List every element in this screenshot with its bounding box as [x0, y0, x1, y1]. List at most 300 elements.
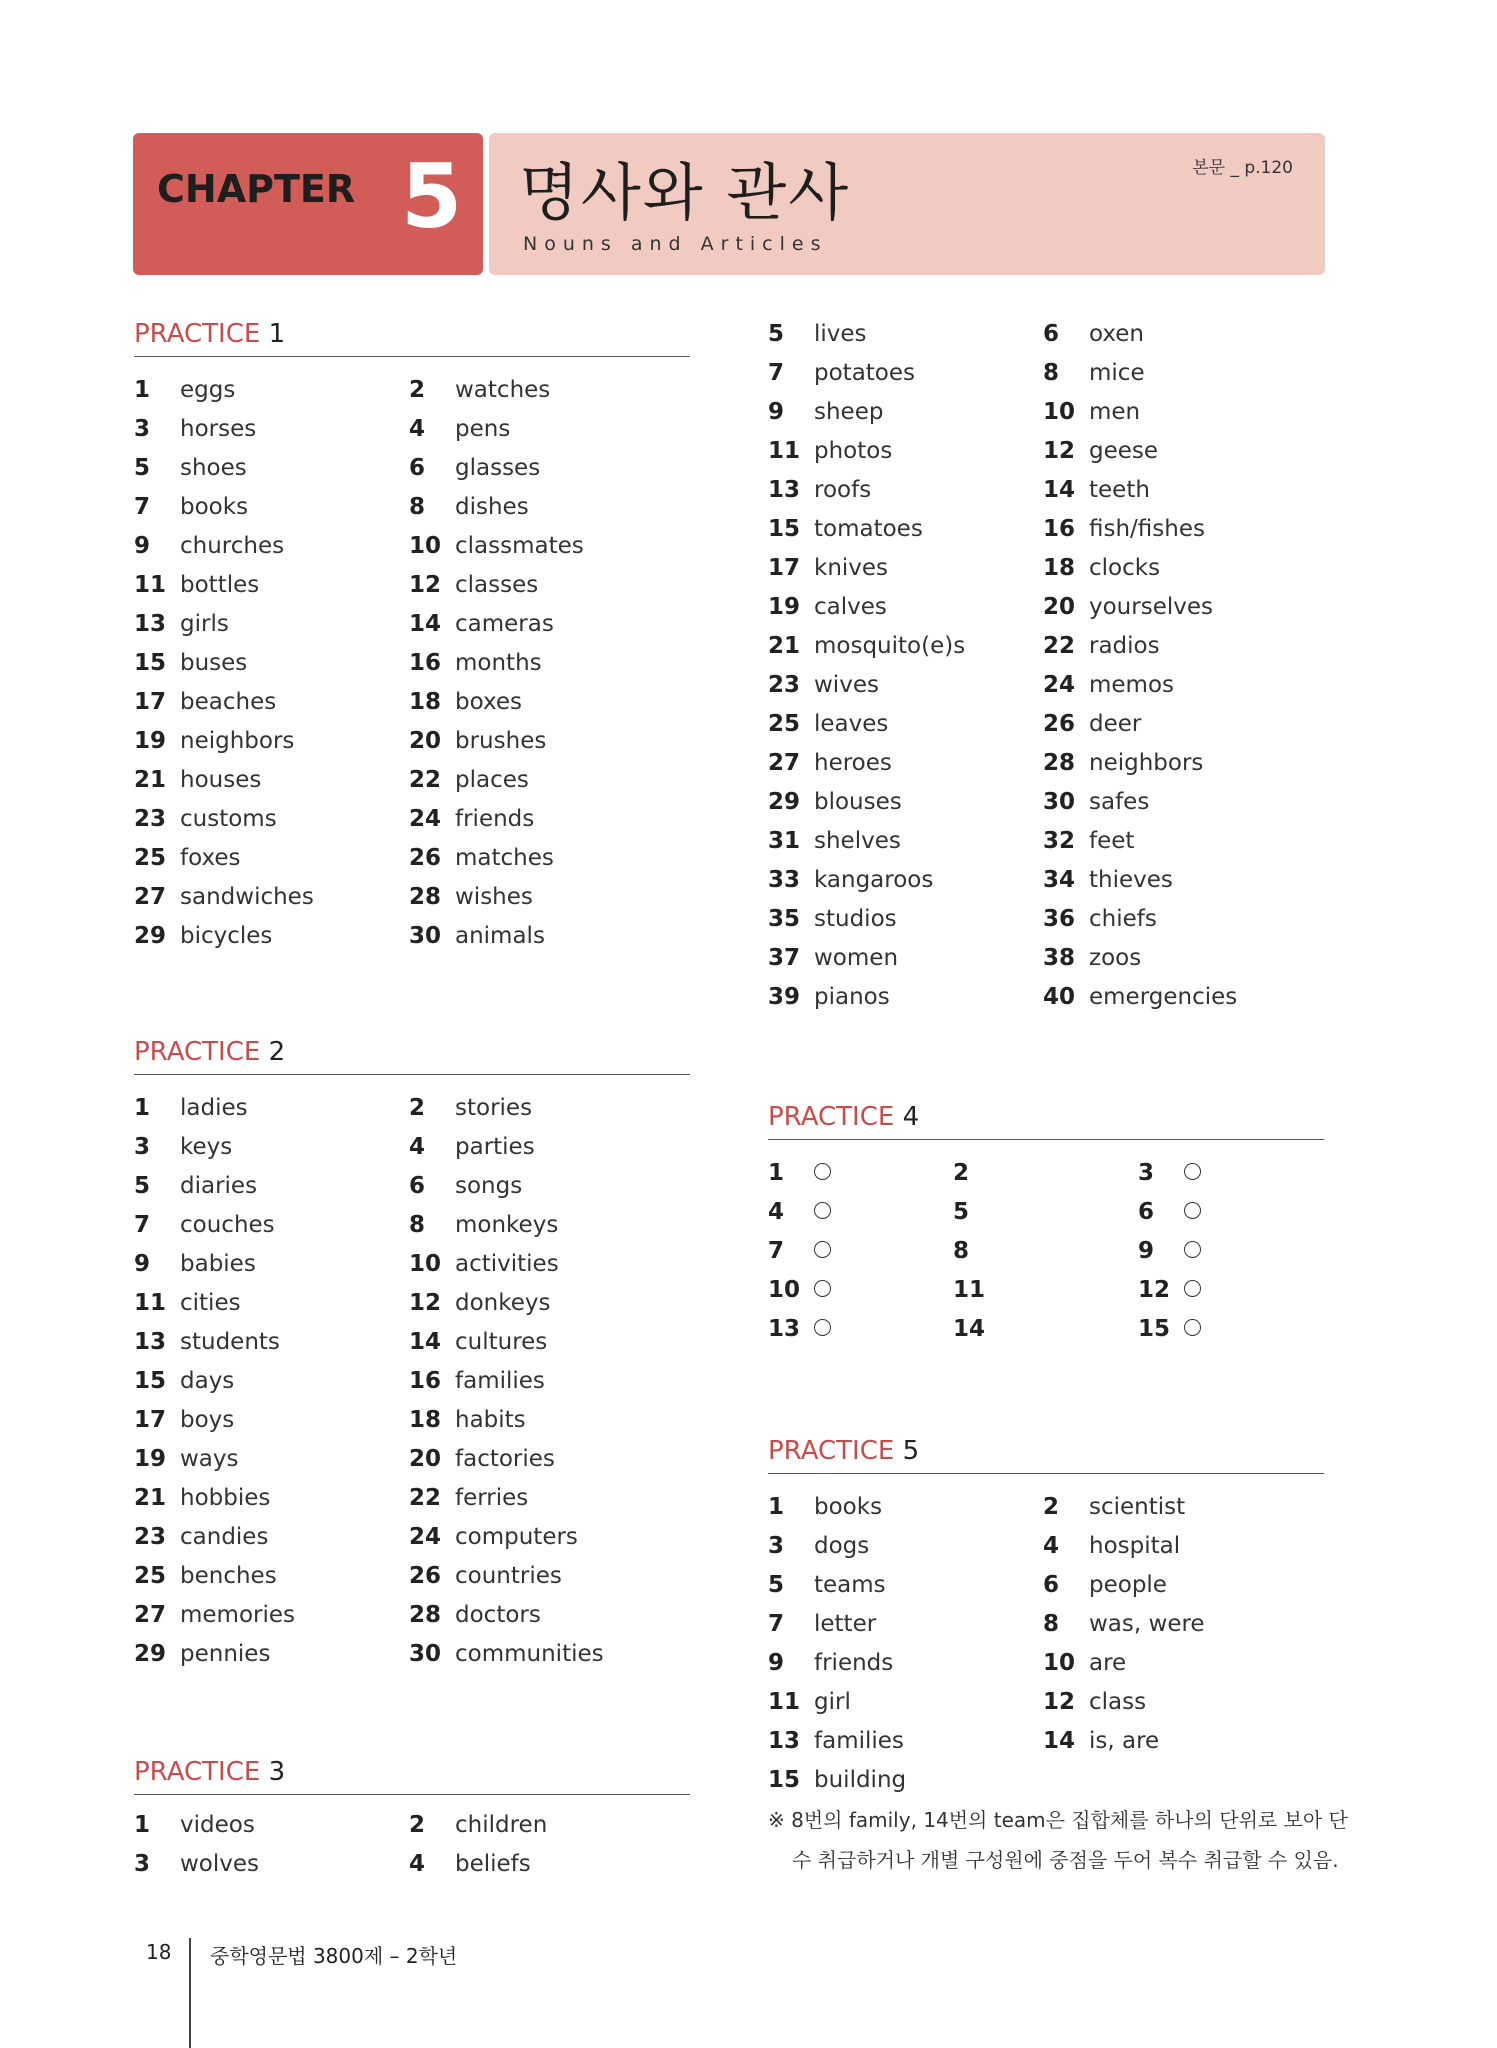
answer-text: emergencies [1089, 984, 1238, 1010]
answer-number: 4 [409, 416, 426, 442]
answer-item [409, 800, 534, 839]
answer-number: 7 [768, 360, 785, 386]
answer-item [134, 1401, 234, 1440]
answer-number: 21 [134, 1485, 167, 1511]
answer-item [409, 1284, 551, 1323]
answer-number: 16 [409, 1368, 442, 1394]
answer-number: 25 [134, 845, 167, 871]
answer-item [409, 1635, 604, 1674]
answer-number: 2 [409, 377, 426, 403]
answer-item [409, 1401, 526, 1440]
answer-number: 27 [134, 884, 167, 910]
answer-item [409, 527, 584, 566]
answer-number: 18 [1043, 555, 1076, 581]
answer-item [409, 839, 554, 878]
answer-number: 1 [768, 1160, 785, 1186]
answer-text: places [455, 767, 529, 793]
answer-text: cities [180, 1290, 241, 1316]
circle-mark-icon [1184, 1280, 1201, 1297]
answer-item [768, 432, 892, 471]
answer-text: matches [455, 845, 554, 871]
answer-item [134, 683, 276, 722]
answer-item [1043, 354, 1145, 393]
answer-item [768, 1488, 882, 1527]
answer-text: teams [814, 1572, 886, 1598]
answer-number: 19 [134, 728, 167, 754]
answer-text: hobbies [180, 1485, 271, 1511]
answer-item [134, 839, 241, 878]
answer-text: classmates [455, 533, 584, 559]
answer-number: 30 [409, 923, 442, 949]
practice-number: 4 [902, 1102, 920, 1132]
answer-number: 2 [409, 1095, 426, 1121]
answer-number: 18 [409, 1407, 442, 1433]
chapter-number: 5 [401, 145, 463, 248]
answer-text: girl [814, 1689, 851, 1715]
answer-text: zoos [1089, 945, 1142, 971]
answer-item [134, 917, 272, 956]
answer-item [953, 1193, 999, 1232]
answer-number: 16 [409, 650, 442, 676]
answer-item [409, 761, 529, 800]
answer-number: 15 [1138, 1316, 1171, 1342]
answer-item [768, 1644, 893, 1683]
answer-number: 2 [409, 1812, 426, 1838]
answer-number: 28 [409, 884, 442, 910]
answer-item [768, 861, 933, 900]
answer-item [134, 878, 314, 917]
answer-item [768, 1310, 831, 1349]
practice-5-title [768, 1435, 1324, 1474]
answer-number: 14 [409, 611, 442, 637]
answer-number: 5 [953, 1199, 970, 1225]
answer-text: houses [180, 767, 262, 793]
answer-text: ferries [455, 1485, 529, 1511]
answer-text: children [455, 1812, 548, 1838]
answer-number: 8 [953, 1238, 970, 1264]
chapter-banner [133, 133, 483, 275]
answer-item [768, 978, 890, 1017]
answer-number: 19 [768, 594, 801, 620]
answer-number: 40 [1043, 984, 1076, 1010]
answer-number: 13 [768, 1316, 801, 1342]
answer-item [134, 1557, 277, 1596]
answer-number: 5 [134, 1173, 151, 1199]
answer-text: neighbors [180, 728, 295, 754]
answer-item [134, 1596, 295, 1635]
answer-text: factories [455, 1446, 555, 1472]
answer-number: 10 [409, 533, 442, 559]
answer-item [768, 471, 871, 510]
answer-text: building [814, 1767, 907, 1793]
answer-number: 1 [134, 1095, 151, 1121]
practice-5-note-line-2: 수 취급하거나 개별 구성원에 중점을 두어 복수 취급할 수 있음. [792, 1848, 1339, 1872]
answer-text: are [1089, 1650, 1127, 1676]
answer-number: 38 [1043, 945, 1076, 971]
answer-item [409, 1089, 532, 1128]
answer-item [768, 666, 879, 705]
answer-text: pennies [180, 1641, 271, 1667]
answer-item [134, 1440, 239, 1479]
answer-number: 3 [768, 1533, 785, 1559]
answer-number: 17 [134, 1407, 167, 1433]
answer-number: 22 [409, 767, 442, 793]
answer-item [1043, 1488, 1185, 1527]
answer-number: 3 [134, 416, 151, 442]
answer-text: months [455, 650, 542, 676]
practice-label: PRACTICE [134, 1757, 261, 1787]
answer-text: oxen [1089, 321, 1144, 347]
answer-text: shelves [814, 828, 901, 854]
answer-number: 3 [1138, 1160, 1155, 1186]
answer-number: 32 [1043, 828, 1076, 854]
answer-text: wishes [455, 884, 533, 910]
answer-text: geese [1089, 438, 1159, 464]
answer-number: 20 [1043, 594, 1076, 620]
answer-item [134, 1806, 255, 1845]
answer-text: knives [814, 555, 889, 581]
answer-number: 26 [409, 845, 442, 871]
answer-text: studios [814, 906, 897, 932]
answer-item [1043, 1566, 1167, 1605]
answer-item [1138, 1271, 1201, 1310]
practice-1-title [134, 318, 690, 357]
answer-text: photos [814, 438, 893, 464]
answer-item [409, 1518, 578, 1557]
answer-item [134, 1845, 259, 1884]
answer-text: tomatoes [814, 516, 923, 542]
answer-number: 5 [768, 321, 785, 347]
answer-item [1043, 315, 1144, 354]
chapter-english-title: Nouns and Articles [523, 233, 828, 255]
answer-item [409, 1245, 559, 1284]
answer-number: 25 [134, 1563, 167, 1589]
answer-text: books [814, 1494, 883, 1520]
answer-text: doctors [455, 1602, 541, 1628]
answer-text: scientist [1089, 1494, 1186, 1520]
answer-text: is, are [1089, 1728, 1160, 1754]
answer-text: boxes [455, 689, 523, 715]
answer-text: classes [455, 572, 539, 598]
practice-3-title [134, 1756, 690, 1795]
answer-text: people [1089, 1572, 1167, 1598]
circle-mark-icon [1184, 1163, 1201, 1180]
answer-number: 30 [409, 1641, 442, 1667]
answer-number: 3 [134, 1134, 151, 1160]
answer-text: teeth [1089, 477, 1150, 503]
practice-label: PRACTICE [768, 1102, 895, 1132]
answer-item [768, 1193, 831, 1232]
answer-item [409, 449, 540, 488]
answer-item [134, 605, 229, 644]
answer-item [409, 605, 554, 644]
answer-text: potatoes [814, 360, 916, 386]
answer-number: 5 [768, 1572, 785, 1598]
answer-number: 8 [1043, 1611, 1060, 1637]
answer-number: 10 [1043, 1650, 1076, 1676]
answer-item [409, 1440, 555, 1479]
answer-number: 24 [409, 806, 442, 832]
circle-mark-icon [814, 1280, 831, 1297]
answer-number: 12 [1138, 1277, 1171, 1303]
answer-item [134, 1128, 232, 1167]
answer-item [409, 1845, 531, 1884]
answer-text: mice [1089, 360, 1145, 386]
answer-item [409, 1479, 528, 1518]
answer-number: 21 [134, 767, 167, 793]
answer-item [768, 1271, 831, 1310]
answer-item [134, 566, 259, 605]
answer-number: 14 [1043, 477, 1076, 503]
answer-item [134, 761, 261, 800]
answer-item [409, 566, 538, 605]
answer-text: parties [455, 1134, 535, 1160]
footer-divider [189, 1938, 191, 2048]
answer-text: wolves [180, 1851, 260, 1877]
answer-item [768, 1683, 851, 1722]
answer-number: 9 [768, 399, 785, 425]
answer-text: keys [180, 1134, 233, 1160]
answer-text: habits [455, 1407, 526, 1433]
answer-number: 15 [768, 1767, 801, 1793]
answer-text: blouses [814, 789, 902, 815]
answer-text: couches [180, 1212, 275, 1238]
circle-mark-icon [814, 1202, 831, 1219]
answer-item [134, 488, 248, 527]
answer-item [768, 393, 883, 432]
answer-item [1043, 1644, 1126, 1683]
answer-number: 26 [1043, 711, 1076, 737]
answer-number: 8 [1043, 360, 1060, 386]
answer-text: dogs [814, 1533, 870, 1559]
answer-number: 9 [768, 1650, 785, 1676]
answer-item [1043, 1722, 1159, 1761]
answer-item [409, 722, 546, 761]
answer-item [409, 1806, 547, 1845]
answer-text: songs [455, 1173, 523, 1199]
answer-item [134, 1518, 268, 1557]
answer-number: 5 [134, 455, 151, 481]
answer-text: was, were [1089, 1611, 1205, 1637]
answer-text: pens [455, 416, 511, 442]
answer-text: radios [1089, 633, 1160, 659]
answer-item [409, 488, 529, 527]
answer-text: watches [455, 377, 551, 403]
answer-number: 35 [768, 906, 801, 932]
answer-item [953, 1232, 999, 1271]
answer-number: 6 [1043, 321, 1060, 347]
circle-mark-icon [1184, 1319, 1201, 1336]
answer-item [1043, 471, 1150, 510]
answer-item [1043, 510, 1205, 549]
answer-number: 2 [953, 1160, 970, 1186]
answer-item [134, 1206, 275, 1245]
answer-text: activities [455, 1251, 559, 1277]
answer-item [1043, 822, 1134, 861]
answer-number: 21 [768, 633, 801, 659]
answer-number: 13 [768, 1728, 801, 1754]
circle-mark-icon [814, 1241, 831, 1258]
answer-text: beliefs [455, 1851, 531, 1877]
answer-number: 23 [134, 1524, 167, 1550]
answer-text: leaves [814, 711, 889, 737]
answer-item [134, 449, 247, 488]
answer-text: donkeys [455, 1290, 551, 1316]
practice-label: PRACTICE [134, 1037, 261, 1067]
answer-text: sandwiches [180, 884, 314, 910]
answer-item [134, 800, 277, 839]
answer-item [409, 371, 550, 410]
answer-item [134, 1284, 241, 1323]
answer-number: 20 [409, 728, 442, 754]
answer-item [768, 1722, 904, 1761]
answer-number: 15 [134, 650, 167, 676]
answer-text: yourselves [1089, 594, 1213, 620]
answer-number: 22 [1043, 633, 1076, 659]
practice-2-title [134, 1036, 690, 1075]
answer-text: bicycles [180, 923, 273, 949]
practice-4-section [768, 1101, 1324, 1342]
answer-text: animals [455, 923, 545, 949]
answer-item [134, 1635, 270, 1674]
chapter-korean-title: 명사와 관사 [519, 156, 851, 229]
answer-text: clocks [1089, 555, 1161, 581]
answer-number: 11 [768, 438, 801, 464]
answer-number: 18 [409, 689, 442, 715]
answer-item [409, 917, 545, 956]
answer-number: 11 [953, 1277, 986, 1303]
answer-item [768, 588, 887, 627]
answer-text: hospital [1089, 1533, 1181, 1559]
answer-item [409, 410, 510, 449]
circle-mark-icon [1184, 1202, 1201, 1219]
answer-text: thieves [1089, 867, 1173, 893]
practice-number: 3 [268, 1757, 286, 1787]
answer-item [768, 315, 867, 354]
answer-item [1043, 744, 1203, 783]
answer-item [409, 1557, 562, 1596]
answer-text: stories [455, 1095, 533, 1121]
practice-5-section [768, 1435, 1324, 1793]
practice-label: PRACTICE [768, 1436, 895, 1466]
answer-text: students [180, 1329, 280, 1355]
answer-number: 4 [409, 1134, 426, 1160]
answer-text: shoes [180, 455, 247, 481]
answer-number: 6 [1138, 1199, 1155, 1225]
answer-number: 36 [1043, 906, 1076, 932]
answer-text: deer [1089, 711, 1142, 737]
answer-text: customs [180, 806, 277, 832]
answer-number: 12 [1043, 438, 1076, 464]
answer-item [768, 1761, 906, 1800]
answer-item [134, 1089, 248, 1128]
answer-text: chiefs [1089, 906, 1157, 932]
chapter-label: CHAPTER [157, 167, 356, 211]
answer-item [409, 1167, 522, 1206]
answer-text: wives [814, 672, 879, 698]
answer-text: eggs [180, 377, 236, 403]
answer-text: class [1089, 1689, 1147, 1715]
answer-item [1043, 939, 1141, 978]
answer-item [768, 822, 901, 861]
answer-item [768, 510, 923, 549]
answer-item [1138, 1193, 1201, 1232]
answer-item [768, 1154, 831, 1193]
answer-number: 3 [134, 1851, 151, 1877]
answer-number: 13 [134, 611, 167, 637]
answer-number: 20 [409, 1446, 442, 1472]
answer-text: heroes [814, 750, 892, 776]
answer-text: buses [180, 650, 248, 676]
answer-item [409, 1323, 547, 1362]
answer-number: 10 [409, 1251, 442, 1277]
answer-text: diaries [180, 1173, 258, 1199]
answer-item [409, 1596, 541, 1635]
answer-item [768, 1527, 869, 1566]
circle-mark-icon [1184, 1241, 1201, 1258]
answer-number: 13 [134, 1329, 167, 1355]
answer-item [768, 900, 897, 939]
answer-text: benches [180, 1563, 277, 1589]
answer-text: computers [455, 1524, 578, 1550]
answer-item [1043, 1605, 1205, 1644]
answer-number: 23 [134, 806, 167, 832]
answer-number: 26 [409, 1563, 442, 1589]
book-title: 중학영문법 3800제 – 2학년 [210, 1944, 458, 1968]
answer-number: 33 [768, 867, 801, 893]
answer-item [1043, 432, 1158, 471]
answer-item [409, 683, 522, 722]
answer-number: 15 [134, 1368, 167, 1394]
answer-item [134, 1362, 234, 1401]
practice-5-note-line-1: ※ 8번의 family, 14번의 team은 집합체를 하나의 단위로 보아 단 [768, 1808, 1348, 1832]
page-number: 18 [146, 1940, 172, 1964]
answer-item [1043, 666, 1174, 705]
answer-number: 11 [134, 1290, 167, 1316]
answer-text: beaches [180, 689, 277, 715]
answer-number: 4 [409, 1851, 426, 1877]
answer-number: 1 [134, 1812, 151, 1838]
answer-text: brushes [455, 728, 547, 754]
answer-number: 12 [1043, 1689, 1076, 1715]
answer-number: 1 [134, 377, 151, 403]
answer-item [768, 939, 898, 978]
answer-number: 17 [768, 555, 801, 581]
answer-number: 23 [768, 672, 801, 698]
answer-number: 22 [409, 1485, 442, 1511]
answer-item [768, 627, 965, 666]
answer-text: churches [180, 533, 285, 559]
answer-text: letter [814, 1611, 877, 1637]
answer-number: 37 [768, 945, 801, 971]
answer-text: friends [455, 806, 535, 832]
answer-item [1043, 549, 1160, 588]
answer-item [1043, 783, 1149, 822]
answer-text: videos [180, 1812, 255, 1838]
answer-text: glasses [455, 455, 541, 481]
answer-item [134, 527, 284, 566]
answer-item [134, 410, 256, 449]
answer-item [768, 705, 888, 744]
answer-item [1043, 705, 1141, 744]
answer-text: roofs [814, 477, 872, 503]
answer-item [1043, 393, 1140, 432]
answer-item [768, 1232, 831, 1271]
answer-text: feet [1089, 828, 1135, 854]
answer-text: friends [814, 1650, 894, 1676]
answer-text: memos [1089, 672, 1175, 698]
answer-text: monkeys [455, 1212, 559, 1238]
